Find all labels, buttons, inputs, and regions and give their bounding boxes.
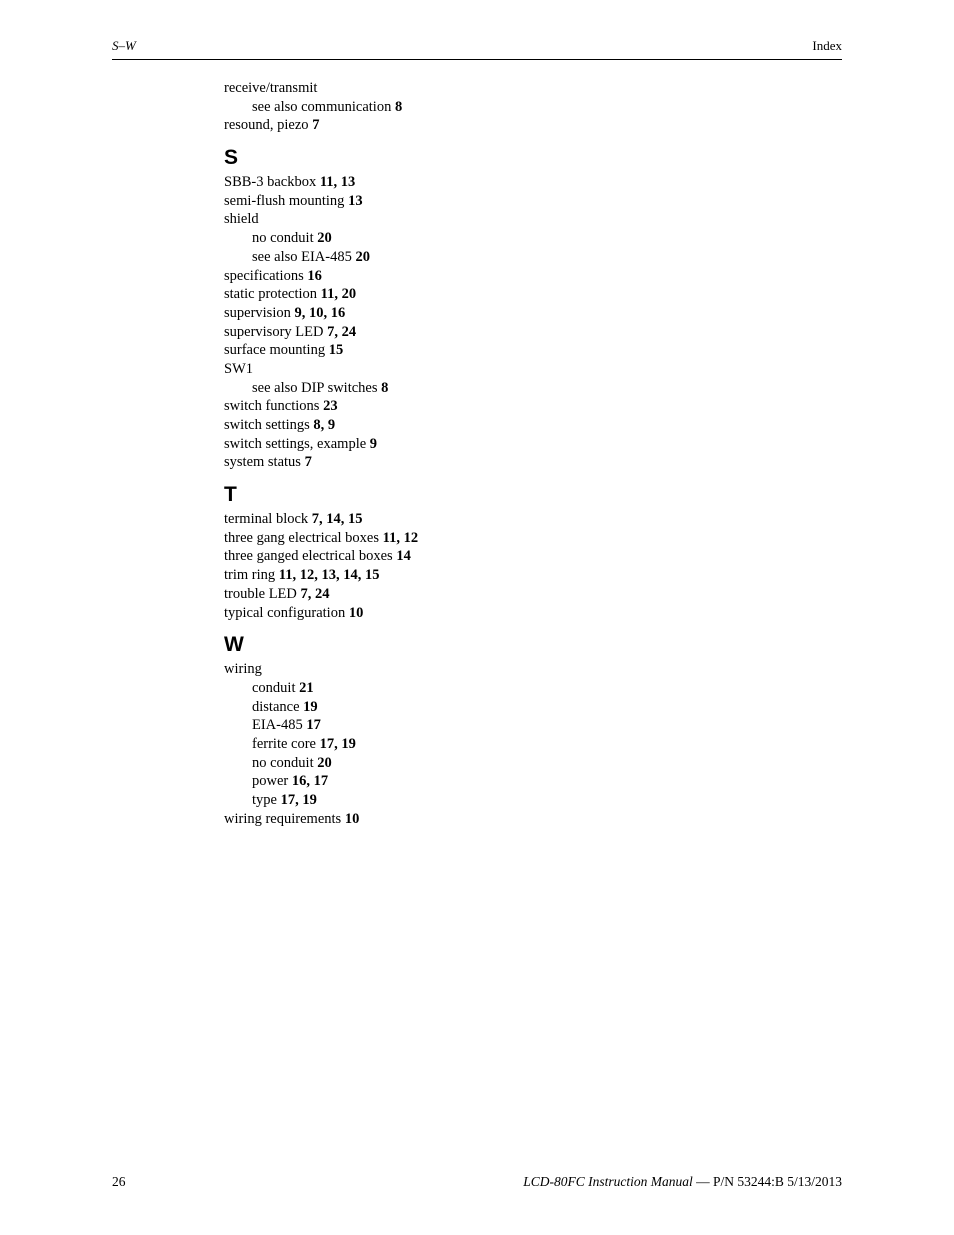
index-term: SW1 <box>224 360 253 377</box>
index-entry <box>224 267 724 286</box>
index-entry <box>224 547 724 566</box>
index-section <box>224 483 724 622</box>
index-page-refs: 9 <box>369 435 378 452</box>
index-entry <box>224 173 724 192</box>
index-entry <box>224 416 724 435</box>
index-entry <box>224 810 724 829</box>
index-term: trouble LED <box>224 585 297 602</box>
index-entry <box>224 529 724 548</box>
index-page-refs: 16 <box>307 267 322 284</box>
index-page-refs: 8 <box>381 379 389 396</box>
index-section <box>224 146 724 472</box>
footer-page-number: 26 <box>112 1174 126 1189</box>
index-term: type <box>252 792 277 808</box>
index-term: switch settings, example <box>224 435 367 452</box>
index-term: switch functions <box>224 398 320 415</box>
index-entry <box>224 604 724 623</box>
index-term: specifications <box>224 267 304 284</box>
index-entry <box>224 660 724 679</box>
index-page-refs: 21 <box>299 679 314 696</box>
footer-manual-title: LCD-80FC Instruction Manual <box>523 1174 693 1189</box>
index-term: conduit <box>252 679 296 696</box>
index-subentry <box>224 698 724 717</box>
index-term: three ganged electrical boxes <box>224 548 393 565</box>
index-page-refs: 14 <box>396 548 411 565</box>
index-term: SBB-3 backbox <box>224 174 317 191</box>
index-entry <box>224 79 724 98</box>
index-page-refs: 9, 10, 16 <box>294 304 346 321</box>
index-page-refs: 13 <box>348 192 363 209</box>
index-subentry <box>224 716 724 735</box>
index-subentry <box>224 229 724 248</box>
index-term: terminal block <box>224 511 309 528</box>
index-term: switch settings <box>224 417 310 433</box>
section-letter: W <box>224 633 244 657</box>
index-page-refs: 20 <box>355 248 370 265</box>
index-entry <box>224 510 724 529</box>
footer-part-number: — P/N 53244:B 5/13/2013 <box>692 1174 842 1189</box>
index-page-refs: 10 <box>344 810 360 827</box>
index-pre-entries <box>224 79 724 135</box>
index-term: see also DIP switches <box>252 379 378 396</box>
index-term: typical configuration <box>224 604 346 621</box>
index-page-refs: 7 <box>304 454 312 471</box>
index-page-refs: 7, 14, 15 <box>311 511 363 528</box>
page-header <box>112 38 842 60</box>
index-page-refs: 19 <box>303 698 318 715</box>
index-term: system status <box>224 454 301 471</box>
index-term: static protection <box>224 286 318 303</box>
index-page-refs: 11, 13 <box>319 174 356 191</box>
index-term: no conduit <box>252 754 314 771</box>
index-page-refs: 16, 17 <box>291 773 329 790</box>
index-page-refs: 8, 9 <box>313 417 336 433</box>
index-term: trim ring <box>224 567 276 584</box>
index-term: semi-flush mounting <box>224 192 345 209</box>
index-page-refs: 20 <box>317 230 332 247</box>
index-term: see also EIA-485 <box>252 248 352 265</box>
index-term: no conduit <box>252 230 314 247</box>
index-term: wiring requirements <box>224 810 342 827</box>
index-page-refs: 11, 12 <box>382 529 419 546</box>
index-term: distance <box>252 698 300 715</box>
footer-manual-info <box>523 1174 842 1190</box>
index-subentry <box>224 679 724 698</box>
index-term: shield <box>224 211 259 228</box>
index-entry <box>224 304 724 323</box>
index-term: wiring <box>224 661 262 678</box>
index-entry <box>224 453 724 472</box>
index-subentry <box>224 735 724 754</box>
index-subentry <box>224 379 724 398</box>
index-subentry <box>224 98 724 117</box>
index-entry <box>224 116 724 135</box>
index-term: power <box>252 773 289 790</box>
index-entry <box>224 341 724 360</box>
index-page-refs: 17, 19 <box>319 735 356 752</box>
index-subentry <box>224 791 724 810</box>
index-term: ferrite core <box>252 735 316 752</box>
index-page-refs: 7, 24 <box>300 585 330 602</box>
index-page-refs: 17, 19 <box>280 792 317 808</box>
index-entry <box>224 435 724 454</box>
index-entry <box>224 285 724 304</box>
index-subentry <box>224 754 724 773</box>
index-page-refs: 7 <box>312 117 320 134</box>
index-page-refs: 17 <box>306 717 321 734</box>
index-entry <box>224 585 724 604</box>
index-term: EIA-485 <box>252 717 303 734</box>
index-term: resound, piezo <box>224 117 309 134</box>
index-page-refs: 8 <box>394 98 403 115</box>
index-page-refs: 15 <box>328 342 344 359</box>
index-term: surface mounting <box>224 342 326 359</box>
index-entry <box>224 397 724 416</box>
index-section <box>224 633 724 828</box>
index-page-refs: 7, 24 <box>327 323 357 340</box>
index-content <box>224 79 724 828</box>
index-term: supervision <box>224 304 291 321</box>
index-entry <box>224 323 724 342</box>
index-page-refs: 20 <box>317 754 332 771</box>
index-term: supervisory LED <box>224 323 324 340</box>
index-page-refs: 23 <box>323 398 338 415</box>
index-page-refs: 10 <box>348 604 364 621</box>
section-letter: S <box>224 146 239 170</box>
index-page-refs: 11, 20 <box>320 286 357 303</box>
header-chapter: Index <box>812 38 842 53</box>
index-subentry <box>224 248 724 267</box>
index-entry <box>224 360 724 379</box>
index-entry <box>224 210 724 229</box>
index-term: three gang electrical boxes <box>224 529 379 546</box>
index-entry <box>224 192 724 211</box>
index-term: receive/transmit <box>224 80 318 96</box>
index-entry <box>224 566 724 585</box>
index-term: see also communication <box>252 98 392 115</box>
index-subentry <box>224 772 724 791</box>
section-letter: T <box>224 483 237 507</box>
index-sections <box>224 146 724 828</box>
index-page-refs: 11, 12, 13, 14, 15 <box>278 567 380 584</box>
header-section-range: S–W <box>112 38 136 53</box>
